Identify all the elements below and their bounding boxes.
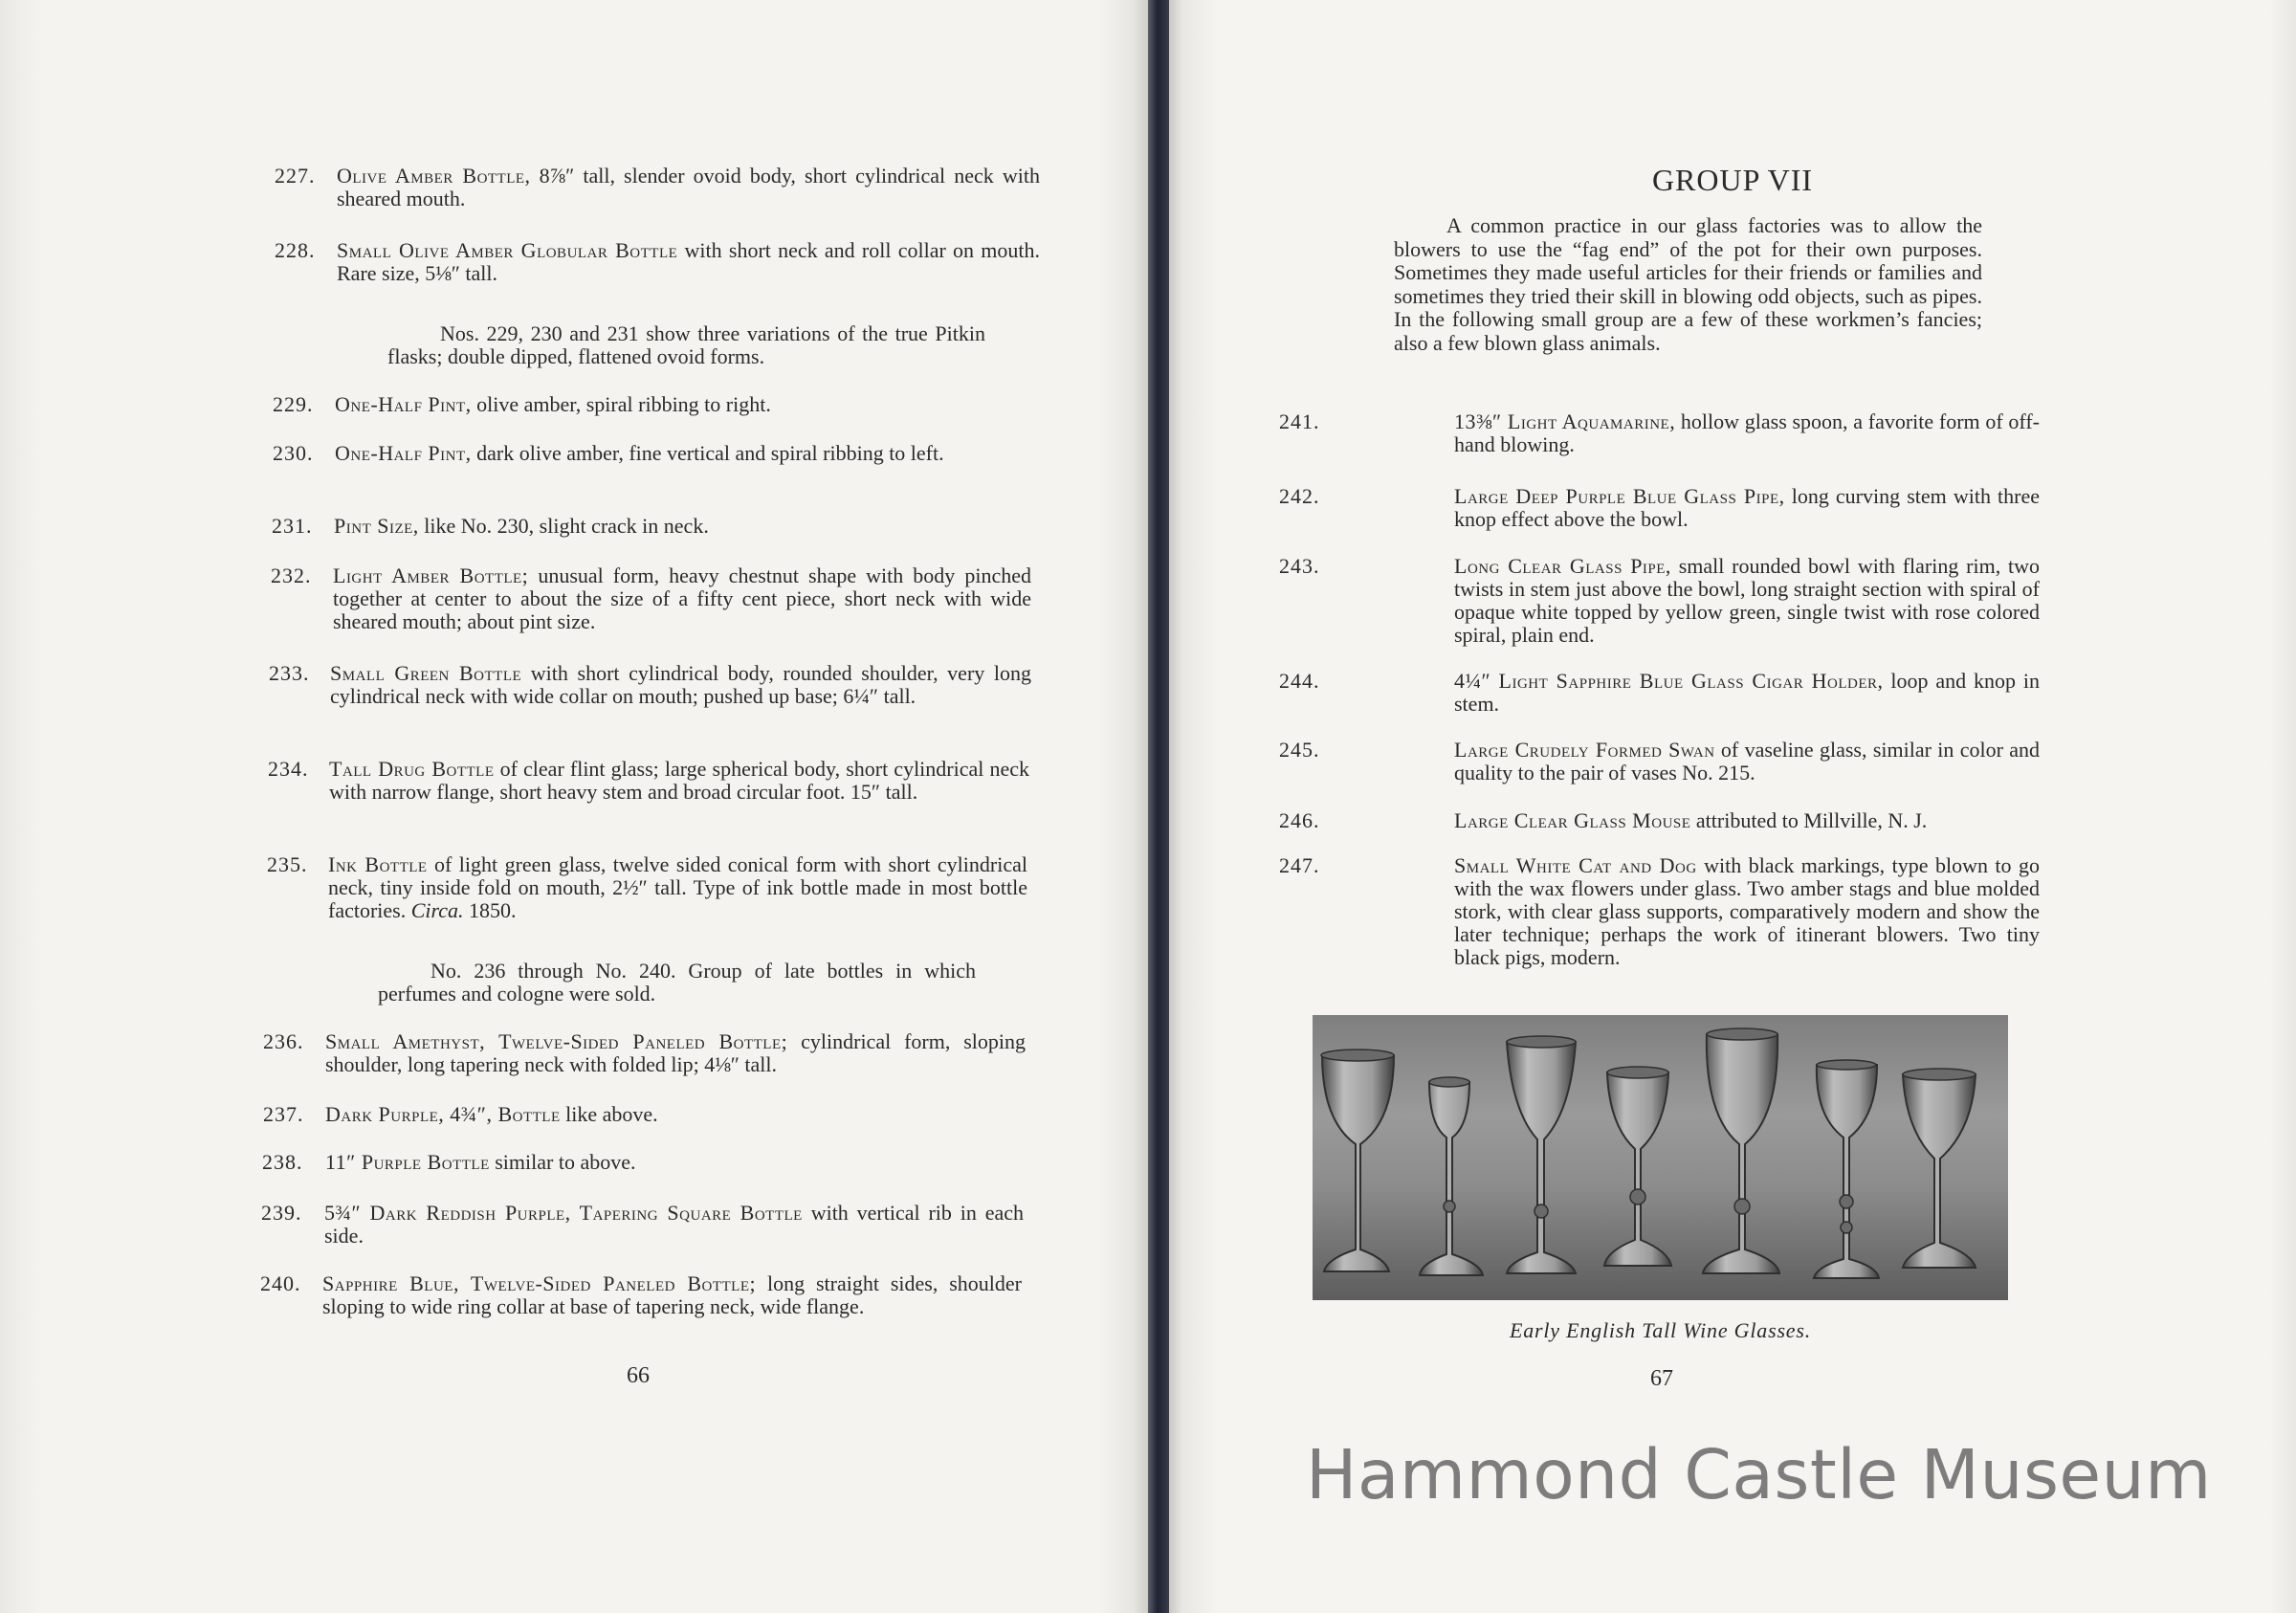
entry-title: Sapphire Blue, Twelve-Sided Paneled Bottle; [322, 1271, 757, 1295]
entry-description: of light green glass, twelve sided conical form with short cylindrical neck, tiny inside fold on mouth, 2½″ tall. Type of ink bottle made in most bottle factories. [328, 852, 1027, 922]
entry-number: 233. [269, 661, 310, 685]
entry-number: 241. [1279, 409, 1320, 433]
entry-number: 228. [275, 238, 316, 262]
entry-number: 231. [272, 514, 313, 538]
entry-text [324, 1202, 1024, 1248]
entry-text [1454, 670, 2040, 716]
entry-description: with short cylindrical body, rounded shoulder, very long cylindrical neck with wide collar on mouth; pushed up base; 6¼″ tall. [330, 661, 1032, 708]
entry-title: Small Olive Amber Globular Bottle [337, 238, 678, 262]
entry-number: 227. [275, 164, 316, 188]
entry-text [337, 239, 1040, 285]
entry-number: 232. [271, 563, 312, 587]
section-note: No. 236 through No. 240. Group of late bottles in which perfumes and cologne were sold. [378, 959, 976, 1005]
entry-title: Large Clear Glass Mouse [1454, 808, 1691, 832]
entry-description: cylindrical form, sloping shoulder, long tapering neck with folded lip; 4⅛″ tall. [325, 1029, 1026, 1076]
entry-number: 246. [1279, 808, 1320, 832]
entry-number: 236. [263, 1029, 304, 1053]
entry-text [325, 1103, 1026, 1126]
photo-caption: Early English Tall Wine Glasses. [1509, 1318, 1812, 1342]
entry-description: long straight sides, shoulder sloping to wide ring collar at base of tapering neck, wide flange. [322, 1271, 1022, 1318]
entry-title: One-Half Pint, [335, 441, 472, 465]
page-number: 66 [627, 1363, 650, 1388]
entry-title: Tall Drug Bottle [329, 757, 495, 781]
entry-text [333, 564, 1031, 633]
entry-title: Small White Cat and Dog [1454, 853, 1697, 877]
entry-description: of vaseline glass, similar in color and quality to the pair of vases No. 215. [1454, 738, 2040, 784]
entry-text [330, 662, 1031, 708]
entry-description: of clear flint glass; large spherical body, short cylindrical neck with narrow flange, short heavy stem and broad circular foot. 15″ tall. [329, 757, 1029, 804]
entry-description: dark olive amber, fine vertical and spiral ribbing to left. [471, 441, 944, 465]
entry-number: 240. [260, 1271, 301, 1295]
entry-number: 237. [263, 1102, 304, 1126]
entry-title: Dark Purple, 4¾″, Bottle [325, 1102, 561, 1126]
entry-text [322, 1272, 1022, 1318]
entry-description: with vertical rib in each side. [324, 1201, 1025, 1248]
entry-text [1454, 854, 2040, 969]
entry-number: 242. [1279, 484, 1320, 508]
entry-title: Olive Amber Bottle, [337, 164, 531, 188]
entry-text [329, 758, 1029, 804]
entry-text [325, 1030, 1026, 1076]
entry-number: 238. [262, 1150, 303, 1174]
entry-title: Large Deep Purple Blue Glass Pipe, [1454, 484, 1785, 508]
wine-glasses-illustration [1313, 1015, 2008, 1300]
entry-number: 234. [268, 757, 309, 781]
entry-number: 244. [1279, 669, 1320, 693]
entry-description: small rounded bowl with flaring rim, two twists in stem just above the bowl, long straight section with spiral of opaque white topped by yellow green, single twist with rose colored spiral, plain end. [1454, 554, 2040, 647]
entry-text [334, 515, 1035, 538]
entry-number: 247. [1279, 853, 1320, 877]
entry-description: with short neck and roll collar on mouth. Rare size, 5⅛″ tall. [337, 238, 1040, 285]
wine-glasses-photo [1313, 1015, 2008, 1300]
entry-text [1454, 739, 2040, 784]
entry-title: Light Amber Bottle; [333, 563, 529, 587]
entry-text [1454, 485, 2040, 531]
entry-number: 230. [273, 441, 314, 465]
entry-number: 229. [273, 392, 314, 416]
entry-title: 13⅜″ Light Aquamarine, [1454, 409, 1676, 433]
entry-title: Pint Size, [334, 514, 419, 538]
entry-number: 235. [267, 852, 308, 876]
entry-description: unusual form, heavy chestnut shape with body pinched together at center to about the size of a fifty cent piece, short neck with wide sheared mouth; about pint size. [333, 563, 1031, 633]
entry-title: 4¼″ Light Sapphire Blue Glass Cigar Holder, [1454, 669, 1884, 693]
entry-title: Small Amethyst, Twelve-Sided Paneled Bottle; [325, 1029, 788, 1053]
entry-text [325, 1151, 1025, 1174]
entry-title: 11″ Purple Bottle [325, 1150, 490, 1174]
entry-text [337, 165, 1040, 210]
entry-text [335, 393, 1038, 416]
entry-number: 245. [1279, 738, 1320, 762]
page-number: 67 [1650, 1366, 1673, 1391]
group-title: GROUP VII [1651, 163, 1814, 197]
entry-description: loop and knop in stem. [1454, 669, 2040, 716]
entry-description: attributed to Millville, N. J. [1690, 808, 1928, 832]
book-gutter [1148, 0, 1169, 1613]
entry-description-italic: Circa. [410, 898, 464, 922]
entry-description: long curving stem with three knop effect above the bowl. [1454, 484, 2040, 531]
entry-description: with black markings, type blown to go with the wax flowers under glass. Two amber stags and blue molded stork, with clear glass supports, comparatively modern and show the later technique; perhaps the work of itinerant blowers. Two tiny black pigs, modern. [1454, 853, 2040, 969]
entry-text [335, 442, 1036, 465]
entry-text [1454, 809, 2040, 832]
entry-description-end: 1850. [463, 898, 517, 922]
entry-description: similar to above. [489, 1150, 636, 1174]
group-intro: A common practice in our glass factories was to allow the blowers to use the “fag end” of the pot for their own purposes. Sometimes they made useful articles for their friends or families and sometimes they tried their skill in blowing odd objects, such as pipes. In the following small group are a few of these workmen’s fancies; also a few blown glass animals. [1394, 213, 1982, 355]
entry-text [1454, 555, 2040, 647]
watermark: Hammond Castle Museum [1306, 1435, 2212, 1514]
entry-title: 5¾″ Dark Reddish Purple, Tapering Square Bottle [324, 1201, 803, 1225]
entry-description: like above. [560, 1102, 658, 1126]
entry-title: Long Clear Glass Pipe, [1454, 554, 1671, 578]
entry-text [328, 853, 1027, 922]
entry-text [1454, 410, 2040, 456]
entry-description: like No. 230, slight crack in neck. [418, 514, 709, 538]
right-page [1169, 0, 2296, 1613]
entry-description: 8⅞″ tall, slender ovoid body, short cylindrical neck with sheared mouth. [337, 164, 1040, 210]
entry-title: Ink Bottle [328, 852, 428, 876]
entry-title: Large Crudely Formed Swan [1454, 738, 1715, 762]
section-note: Nos. 229, 230 and 231 show three variations of the true Pitkin flasks; double dipped, flattened ovoid forms. [387, 321, 985, 368]
entry-number: 239. [261, 1201, 302, 1225]
entry-title: One-Half Pint, [335, 392, 472, 416]
entry-title: Small Green Bottle [330, 661, 522, 685]
entry-description: hollow glass spoon, a favorite form of off-hand blowing. [1454, 409, 2040, 456]
entry-description: olive amber, spiral ribbing to right. [471, 392, 771, 416]
entry-number: 243. [1279, 554, 1320, 578]
